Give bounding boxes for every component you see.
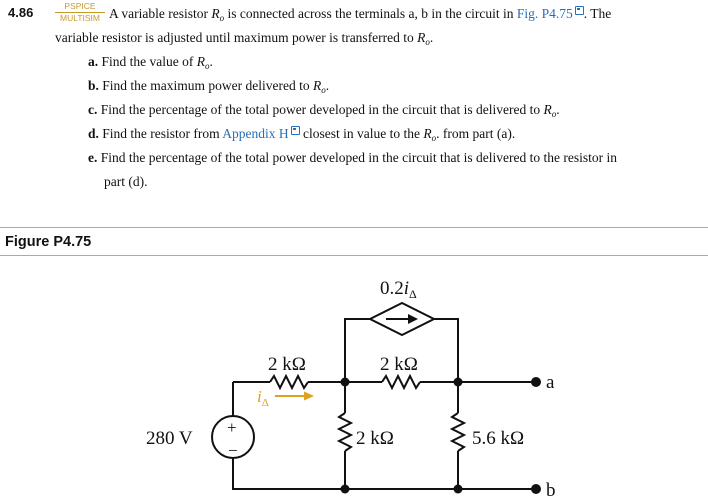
resistor-vert-right-5k6: [452, 413, 464, 451]
node-top-mid: [341, 378, 350, 387]
item-a: a. Find the value of $R_o$.: [88, 54, 213, 71]
r-vert-right-label: 5.6 kΩ: [472, 428, 525, 449]
r-top-mid-label: 2 kΩ: [380, 354, 418, 375]
source-label: 280 V: [146, 428, 193, 449]
item-d: d. Find the resistor from Appendix H closest in value to the $R_o$. from part (a).: [88, 126, 516, 143]
wire-left-lower: [233, 457, 345, 489]
terminal-a-label: a: [546, 372, 555, 393]
item-c: c. Find the percentage of the total power developed in the circuit that is delivered to $R_o$.: [88, 102, 560, 119]
current-arrow-i-delta: [275, 392, 314, 401]
node-bottom-right: [454, 485, 463, 494]
item-e-continued: part (d).: [104, 174, 148, 189]
wire-dep-left: [345, 319, 370, 382]
appendix-h-link[interactable]: Appendix H: [222, 126, 289, 141]
tag-multisim: MULTISIM: [60, 13, 100, 23]
r-left-label: 2 kΩ: [268, 354, 306, 375]
figure-title: Figure P4.75: [5, 234, 92, 250]
terminal-a-dot: [531, 377, 541, 387]
intro-line-1: A variable resistor $R_o$ is connected across the terminals a, b in the circuit in Fig. P4.75 . The: [109, 6, 612, 23]
resistor-vert-mid-2k: [339, 413, 351, 451]
dep-source-arrow: [386, 314, 418, 324]
node-bottom-mid: [341, 485, 350, 494]
resistor-left-2k: [270, 376, 308, 388]
item-e: e. Find the percentage of the total power developed in the circuit that is delivered to the resistor in: [88, 150, 617, 165]
r-vert-mid-label: 2 kΩ: [356, 428, 394, 449]
dep-source-label: $0.2i_\Delta$: [380, 278, 417, 301]
node-top-right: [454, 378, 463, 387]
source-minus-sign: −: [228, 441, 238, 460]
fig-p4-75-link[interactable]: Fig. P4.75: [516, 6, 573, 21]
current-label: $i_\Delta$: [257, 387, 269, 409]
terminal-b-dot: [531, 484, 541, 494]
wire-dep-right: [434, 319, 458, 382]
source-plus-sign: +: [227, 418, 237, 437]
intro-line-2: variable resistor is adjusted until maximum power is transferred to $R_o$.: [55, 30, 434, 47]
tag-pspice: PSPICE: [55, 1, 105, 13]
resistor-top-mid-2k: [382, 376, 420, 388]
problem-number: 4.86: [8, 5, 34, 20]
terminal-b-label: b: [546, 480, 556, 499]
item-b: b. Find the maximum power delivered to $R_o$.: [88, 78, 330, 95]
